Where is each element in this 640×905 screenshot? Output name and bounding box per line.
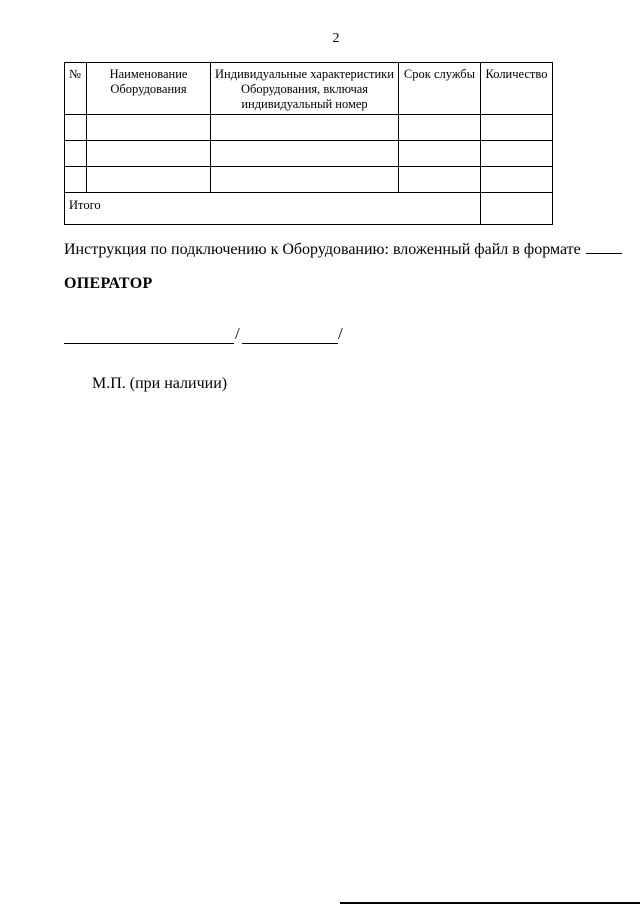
table-cell <box>65 167 87 193</box>
signature-separator: / <box>235 324 240 343</box>
total-value-cell <box>481 193 553 225</box>
table-cell <box>399 167 481 193</box>
header-quantity: Количество <box>481 63 553 115</box>
operator-title: ОПЕРАТОР <box>64 275 153 292</box>
total-label: Итого <box>65 193 481 225</box>
table-cell <box>481 141 553 167</box>
table-cell <box>87 167 211 193</box>
scan-edge-line <box>340 902 640 904</box>
table-header-row <box>65 63 553 115</box>
table-cell <box>211 167 399 193</box>
signature-line <box>64 343 234 344</box>
signature-separator-end: / <box>338 324 343 343</box>
table-cell <box>399 141 481 167</box>
page-number: 2 <box>332 31 340 46</box>
table-total-row <box>65 193 553 225</box>
connection-instruction <box>64 239 622 259</box>
table-cell <box>87 115 211 141</box>
table-cell <box>211 115 399 141</box>
name-line <box>242 343 338 344</box>
table-cell <box>211 141 399 167</box>
table-cell <box>87 141 211 167</box>
header-service-life: Срок службы <box>399 63 481 115</box>
header-characteristics: Индивидуальные характеристики Оборудования, включая индивидуальный номер <box>211 63 399 115</box>
table-cell <box>481 167 553 193</box>
header-number: № <box>65 63 87 115</box>
table-row <box>65 167 553 193</box>
stamp-note: М.П. (при наличии) <box>92 375 228 392</box>
table-cell <box>65 115 87 141</box>
header-equipment-name: Наименование Оборудования <box>87 63 211 115</box>
table-cell <box>481 115 553 141</box>
instruction-text: Инструкция по подключению к Оборудованию: вложенный файл в формате <box>64 241 581 258</box>
equipment-table <box>64 62 553 225</box>
format-blank-line <box>586 239 622 254</box>
table-cell <box>399 115 481 141</box>
table-row <box>65 141 553 167</box>
table-cell <box>65 141 87 167</box>
table-row <box>65 115 553 141</box>
